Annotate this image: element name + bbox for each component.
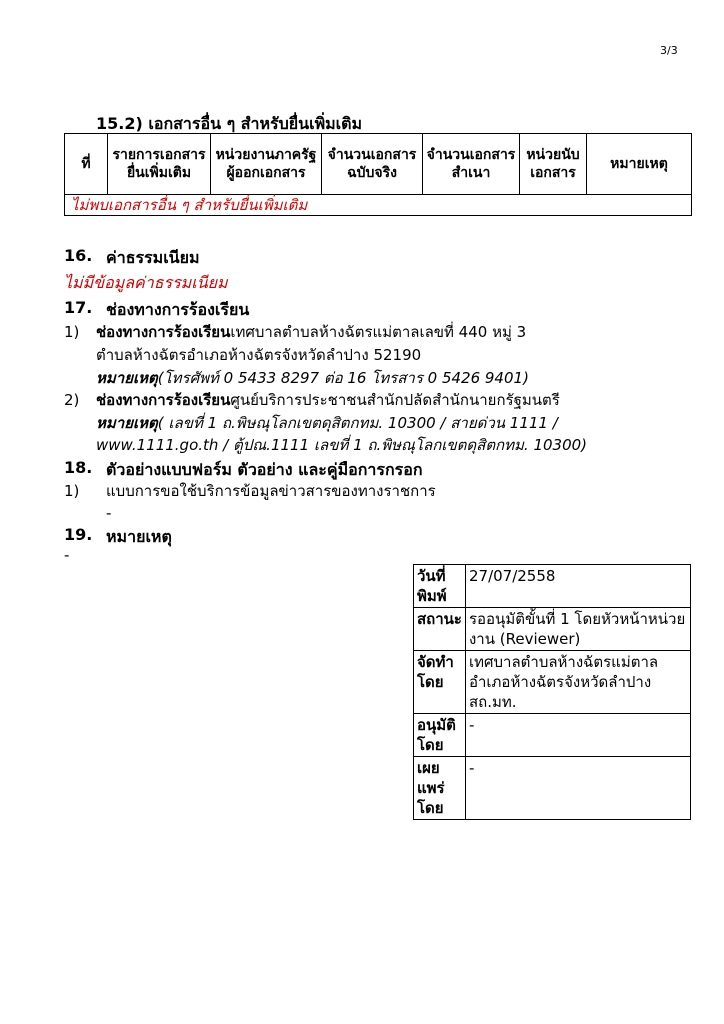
complaint-item-1-address-line-2: ตำบลห้างฉัตรอำเภอห้างฉัตรจังหวัดลำปาง 52190 — [96, 346, 422, 364]
form-item-1-sub: - — [106, 504, 112, 522]
col-header-copy-count: จำนวนเอกสารสำเนา — [423, 134, 520, 195]
section-16-number: 16. — [64, 246, 93, 265]
info-value-print-date: 27/07/2558 — [465, 565, 690, 608]
info-row-approved-by — [414, 714, 691, 757]
info-label-print-date: วันที่พิมพ์ — [414, 565, 466, 608]
info-value-status: รออนุมัติขั้นที่ 1 โดยหัวหน้าหน่วยงาน (Reviewer) — [465, 608, 690, 651]
section-16-title: ค่าธรรมเนียม — [106, 248, 200, 267]
section-18-title: ตัวอย่างแบบฟอร์ม ตัวอย่าง และคู่มือการกรอก — [106, 460, 423, 479]
info-value-published-by: - — [465, 757, 690, 820]
col-header-no: ที่ — [65, 134, 108, 195]
additional-documents-table — [64, 133, 692, 216]
section-15-2-title: 15.2) เอกสารอื่น ๆ สำหรับยื่นเพิ่มเติม — [96, 114, 363, 133]
document-info-box — [413, 564, 691, 820]
complaint-item-2-note-label: หมายเหตุ — [96, 414, 158, 432]
complaint-item-1-address: เทศบาลตำบลห้างฉัตรแม่ตาลเลขที่ 440 หมู่ 3 — [230, 323, 527, 341]
section-17-number: 17. — [64, 298, 93, 317]
info-label-approved-by: อนุมัติโดย — [414, 714, 466, 757]
complaint-item-2-line-1 — [96, 390, 560, 411]
complaint-item-2-note-text: ( เลขที่ 1 ถ.พิษณุโลกเขตดุสิตกทม. 10300 / สายด่วน 1111 / — [157, 414, 558, 432]
col-header-unit: หน่วยนับเอกสาร — [520, 134, 587, 195]
col-header-original-count: จำนวนเอกสารฉบับจริง — [322, 134, 423, 195]
section-17-title: ช่องทางการร้องเรียน — [106, 300, 250, 319]
section-19-title: หมายเหตุ — [106, 527, 172, 546]
complaint-item-1-note-text: (โทรศัพท์ 0 5433 8297 ต่อ 16 โทรสาร 0 5426 9401) — [157, 369, 529, 387]
complaint-item-1-label: ช่องทางการร้องเรียน — [96, 323, 231, 341]
complaint-item-2-address: ศูนย์บริการประชาชนสำนักปลัดสำนักนายกรัฐมนตรี — [230, 391, 560, 409]
col-header-remark: หมายเหตุ — [587, 134, 692, 195]
info-row-published-by — [414, 757, 691, 820]
complaint-item-2-label: ช่องทางการร้องเรียน — [96, 391, 231, 409]
form-item-1-text: แบบการขอใช้บริการข้อมูลข่าวสารของทางราชการ — [106, 482, 436, 500]
table-header-row — [65, 134, 692, 195]
section-16-note: ไม่มีข้อมูลค่าธรรมเนียม — [64, 273, 228, 292]
section-19-number: 19. — [64, 525, 93, 544]
complaint-item-2-number: 2) — [64, 391, 80, 409]
complaint-item-1-note-label: หมายเหตุ — [96, 369, 158, 387]
col-header-document-list: รายการเอกสารยื่นเพิ่มเติม — [108, 134, 211, 195]
info-label-prepared-by: จัดทำโดย — [414, 651, 466, 714]
col-header-issuing-agency: หน่วยงานภาครัฐผู้ออกเอกสาร — [211, 134, 322, 195]
info-row-status — [414, 608, 691, 651]
info-value-approved-by: - — [465, 714, 690, 757]
empty-message: ไม่พบเอกสารอื่น ๆ สำหรับยื่นเพิ่มเติม — [65, 195, 692, 216]
complaint-item-1-number: 1) — [64, 323, 80, 341]
complaint-item-1-line-1 — [96, 322, 526, 343]
section-19-text: - — [64, 546, 70, 564]
complaint-item-1-note — [96, 368, 529, 389]
info-label-published-by: เผยแพร่โดย — [414, 757, 466, 820]
info-value-prepared-by: เทศบาลตำบลห้างฉัตรแม่ตาลอำเภอห้างฉัตรจังหวัดลำปางสถ.มท. — [465, 651, 690, 714]
info-label-status: สถานะ — [414, 608, 466, 651]
table-row — [65, 195, 692, 216]
page-number: 3/3 — [660, 44, 678, 57]
complaint-item-2-note — [96, 413, 558, 434]
form-item-1-number: 1) — [64, 482, 80, 500]
info-row-print-date — [414, 565, 691, 608]
info-row-prepared-by — [414, 651, 691, 714]
section-18-number: 18. — [64, 458, 93, 477]
complaint-item-2-note-line-2: www.1111.go.th / ตู้ปณ.1111 เลขที่ 1 ถ.พิษณุโลกเขตดุสิตกทม. 10300) — [96, 436, 588, 454]
